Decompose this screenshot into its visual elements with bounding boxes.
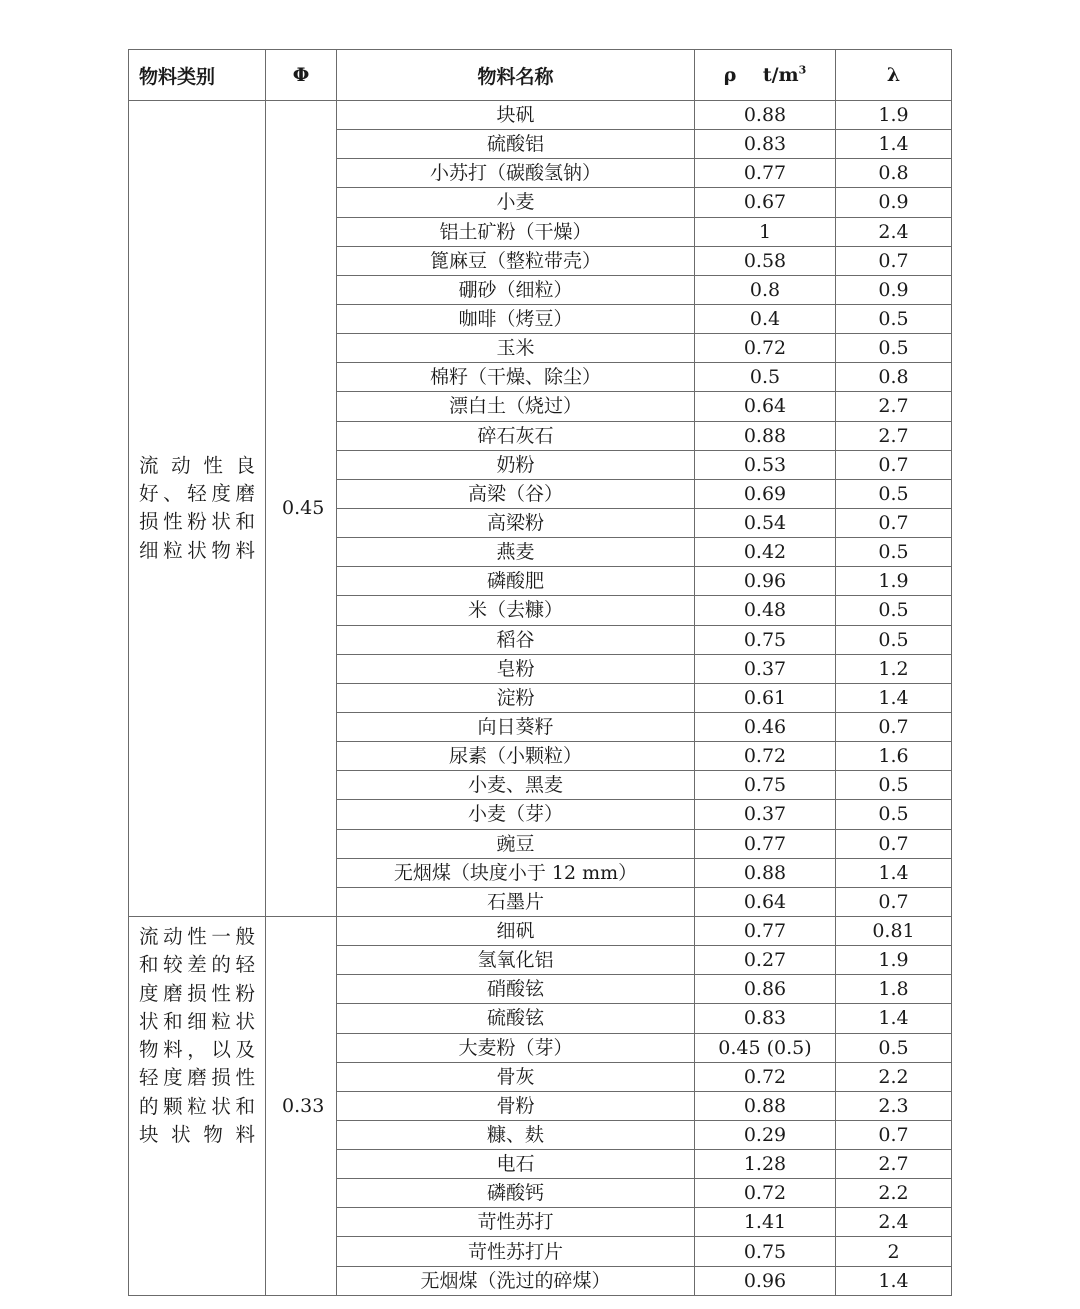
material-name-cell: 磷酸钙 bbox=[337, 1179, 695, 1208]
material-name-cell: 篦麻豆（整粒带壳） bbox=[337, 246, 695, 275]
material-name-cell: 苛性苏打片 bbox=[337, 1237, 695, 1266]
lambda-cell: 1.9 bbox=[836, 101, 952, 130]
density-cell: 0.37 bbox=[695, 654, 836, 683]
density-cell: 0.83 bbox=[695, 130, 836, 159]
header-rho-symbol: ρ bbox=[723, 64, 737, 86]
density-cell: 0.86 bbox=[695, 975, 836, 1004]
density-cell: 0.4 bbox=[695, 304, 836, 333]
material-name-cell: 氢氧化铝 bbox=[337, 946, 695, 975]
lambda-cell: 2.7 bbox=[836, 421, 952, 450]
header-phi: Φ bbox=[266, 50, 337, 101]
material-name-cell: 铝土矿粉（干燥） bbox=[337, 217, 695, 246]
density-cell: 0.69 bbox=[695, 479, 836, 508]
lambda-cell: 0.8 bbox=[836, 159, 952, 188]
lambda-cell: 2.7 bbox=[836, 1150, 952, 1179]
density-cell: 1.28 bbox=[695, 1150, 836, 1179]
lambda-cell: 0.7 bbox=[836, 829, 952, 858]
lambda-cell: 0.5 bbox=[836, 334, 952, 363]
lambda-cell: 2.4 bbox=[836, 1208, 952, 1237]
material-name-cell: 糠、麸 bbox=[337, 1120, 695, 1149]
table-row bbox=[129, 101, 952, 130]
lambda-cell: 2 bbox=[836, 1237, 952, 1266]
header-row bbox=[129, 50, 952, 101]
density-cell: 0.37 bbox=[695, 800, 836, 829]
lambda-cell: 1.4 bbox=[836, 1004, 952, 1033]
lambda-cell: 2.7 bbox=[836, 392, 952, 421]
lambda-cell: 0.7 bbox=[836, 450, 952, 479]
lambda-cell: 0.8 bbox=[836, 363, 952, 392]
lambda-cell: 0.7 bbox=[836, 508, 952, 537]
density-cell: 0.77 bbox=[695, 159, 836, 188]
density-cell: 0.48 bbox=[695, 596, 836, 625]
density-cell: 0.88 bbox=[695, 858, 836, 887]
material-name-cell: 细矾 bbox=[337, 916, 695, 945]
header-density-unit-exponent: 3 bbox=[798, 63, 807, 77]
material-name-cell: 米（去糠） bbox=[337, 596, 695, 625]
material-name-cell: 骨粉 bbox=[337, 1091, 695, 1120]
material-name-cell: 磷酸肥 bbox=[337, 567, 695, 596]
lambda-cell: 1.6 bbox=[836, 742, 952, 771]
material-name-cell: 硝酸铉 bbox=[337, 975, 695, 1004]
material-name-cell: 高梁（谷） bbox=[337, 479, 695, 508]
header-lambda: λ bbox=[836, 50, 952, 101]
density-cell: 0.29 bbox=[695, 1120, 836, 1149]
material-name-cell: 硫酸铉 bbox=[337, 1004, 695, 1033]
density-cell: 0.27 bbox=[695, 946, 836, 975]
density-cell: 1.41 bbox=[695, 1208, 836, 1237]
density-cell: 0.67 bbox=[695, 188, 836, 217]
header-category: 物料类别 bbox=[129, 50, 266, 101]
lambda-cell: 0.7 bbox=[836, 1120, 952, 1149]
lambda-cell: 1.4 bbox=[836, 1266, 952, 1295]
lambda-cell: 0.5 bbox=[836, 1033, 952, 1062]
density-cell: 0.42 bbox=[695, 538, 836, 567]
lambda-cell: 1.4 bbox=[836, 858, 952, 887]
material-name-cell: 向日葵籽 bbox=[337, 712, 695, 741]
lambda-cell: 0.9 bbox=[836, 188, 952, 217]
table-body bbox=[129, 101, 952, 1296]
lambda-cell: 0.5 bbox=[836, 596, 952, 625]
lambda-cell: 0.5 bbox=[836, 800, 952, 829]
lambda-cell: 1.2 bbox=[836, 654, 952, 683]
density-cell: 0.96 bbox=[695, 567, 836, 596]
density-cell: 0.53 bbox=[695, 450, 836, 479]
density-cell: 0.77 bbox=[695, 829, 836, 858]
density-cell: 0.75 bbox=[695, 625, 836, 654]
material-name-cell: 苛性苏打 bbox=[337, 1208, 695, 1237]
material-name-cell: 大麦粉（芽） bbox=[337, 1033, 695, 1062]
lambda-cell: 0.5 bbox=[836, 304, 952, 333]
material-name-cell: 小苏打（碳酸氢钠） bbox=[337, 159, 695, 188]
density-cell: 0.5 bbox=[695, 363, 836, 392]
material-name-cell: 块矾 bbox=[337, 101, 695, 130]
material-name-cell: 碎石灰石 bbox=[337, 421, 695, 450]
density-cell: 0.75 bbox=[695, 771, 836, 800]
density-cell: 0.64 bbox=[695, 887, 836, 916]
material-name-cell: 咖啡（烤豆） bbox=[337, 304, 695, 333]
lambda-cell: 2.2 bbox=[836, 1062, 952, 1091]
material-name-cell: 硼砂（细粒） bbox=[337, 275, 695, 304]
density-cell: 0.46 bbox=[695, 712, 836, 741]
density-cell: 0.88 bbox=[695, 421, 836, 450]
lambda-cell: 1.4 bbox=[836, 130, 952, 159]
lambda-cell: 1.9 bbox=[836, 567, 952, 596]
material-name-cell: 漂白土（烧过） bbox=[337, 392, 695, 421]
material-name-cell: 奶粉 bbox=[337, 450, 695, 479]
density-cell: 0.8 bbox=[695, 275, 836, 304]
lambda-cell: 0.5 bbox=[836, 479, 952, 508]
lambda-cell: 0.7 bbox=[836, 246, 952, 275]
lambda-cell: 0.5 bbox=[836, 538, 952, 567]
material-name-cell: 硫酸铝 bbox=[337, 130, 695, 159]
material-name-cell: 稻谷 bbox=[337, 625, 695, 654]
density-cell: 0.61 bbox=[695, 683, 836, 712]
density-cell: 0.54 bbox=[695, 508, 836, 537]
material-name-cell: 淀粉 bbox=[337, 683, 695, 712]
material-name-cell: 玉米 bbox=[337, 334, 695, 363]
phi-cell: 0.45 bbox=[266, 101, 337, 917]
category-cell: 流动性一般和较差的轻度磨损性粉状和细粒状物料，以及轻度磨损性的颗粒状和块状物料 bbox=[129, 916, 266, 1295]
header-density-unit: t/m bbox=[762, 64, 799, 86]
density-cell: 0.58 bbox=[695, 246, 836, 275]
lambda-cell: 2.4 bbox=[836, 217, 952, 246]
lambda-cell: 1.4 bbox=[836, 683, 952, 712]
material-name-cell: 小麦、黑麦 bbox=[337, 771, 695, 800]
category-cell: 流动性良好、轻度磨损性粉状和细粒状物料 bbox=[129, 101, 266, 917]
header-density bbox=[695, 50, 836, 101]
material-name-cell: 骨灰 bbox=[337, 1062, 695, 1091]
material-name-cell: 无烟煤（块度小于 12 mm） bbox=[337, 858, 695, 887]
material-properties-table bbox=[128, 49, 952, 1296]
density-cell: 0.64 bbox=[695, 392, 836, 421]
lambda-cell: 2.3 bbox=[836, 1091, 952, 1120]
lambda-cell: 1.8 bbox=[836, 975, 952, 1004]
lambda-cell: 0.7 bbox=[836, 887, 952, 916]
material-name-cell: 皂粉 bbox=[337, 654, 695, 683]
density-cell: 0.45 (0.5) bbox=[695, 1033, 836, 1062]
material-name-cell: 无烟煤（洗过的碎煤） bbox=[337, 1266, 695, 1295]
lambda-cell: 0.7 bbox=[836, 712, 952, 741]
lambda-cell: 0.9 bbox=[836, 275, 952, 304]
material-name-cell: 尿素（小颗粒） bbox=[337, 742, 695, 771]
density-cell: 0.75 bbox=[695, 1237, 836, 1266]
lambda-cell: 2.2 bbox=[836, 1179, 952, 1208]
material-name-cell: 豌豆 bbox=[337, 829, 695, 858]
lambda-cell: 0.5 bbox=[836, 771, 952, 800]
density-cell: 0.72 bbox=[695, 334, 836, 363]
material-name-cell: 棉籽（干燥、除尘） bbox=[337, 363, 695, 392]
material-name-cell: 高梁粉 bbox=[337, 508, 695, 537]
material-name-cell: 小麦（芽） bbox=[337, 800, 695, 829]
density-cell: 0.88 bbox=[695, 1091, 836, 1120]
material-name-cell: 电石 bbox=[337, 1150, 695, 1179]
material-name-cell: 燕麦 bbox=[337, 538, 695, 567]
material-name-cell: 小麦 bbox=[337, 188, 695, 217]
density-cell: 0.77 bbox=[695, 916, 836, 945]
density-cell: 0.88 bbox=[695, 101, 836, 130]
material-name-cell: 石墨片 bbox=[337, 887, 695, 916]
lambda-cell: 1.9 bbox=[836, 946, 952, 975]
density-cell: 0.83 bbox=[695, 1004, 836, 1033]
density-cell: 0.72 bbox=[695, 1179, 836, 1208]
density-cell: 0.96 bbox=[695, 1266, 836, 1295]
density-cell: 0.72 bbox=[695, 742, 836, 771]
lambda-cell: 0.5 bbox=[836, 625, 952, 654]
density-cell: 0.72 bbox=[695, 1062, 836, 1091]
density-cell: 1 bbox=[695, 217, 836, 246]
lambda-cell: 0.81 bbox=[836, 916, 952, 945]
table-row bbox=[129, 916, 952, 945]
phi-cell: 0.33 bbox=[266, 916, 337, 1295]
header-material-name: 物料名称 bbox=[337, 50, 695, 101]
